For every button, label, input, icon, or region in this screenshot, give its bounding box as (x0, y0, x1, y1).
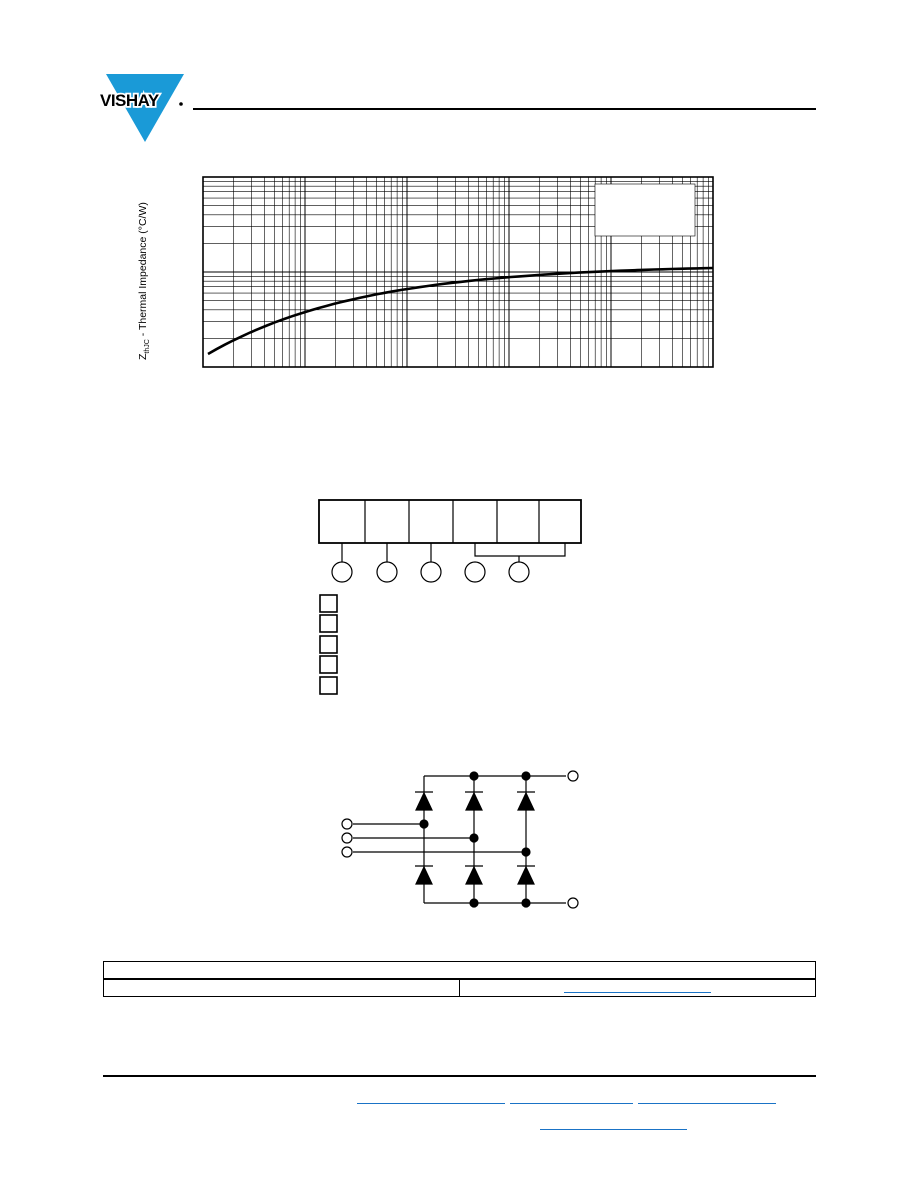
links-table-row (103, 978, 816, 997)
junction-dot (470, 772, 478, 780)
junction-dot (522, 772, 530, 780)
links-table (103, 961, 816, 996)
ylabel-text: - Thermal Impedance (°C/W) (137, 202, 149, 340)
footer-link[interactable] (510, 1103, 633, 1104)
links-table-cell (104, 980, 460, 996)
bridge-circuit-diagram (338, 768, 583, 913)
ordering-code-box (319, 500, 581, 543)
ordering-legend-square (320, 615, 337, 632)
ordering-callout-circle (465, 562, 485, 582)
footer-rule (103, 1075, 816, 1077)
chart-legend-box (595, 184, 695, 236)
footer-link[interactable] (540, 1129, 687, 1130)
junction-dot (522, 899, 530, 907)
ordering-callout-circle (509, 562, 529, 582)
ac-input-terminal (342, 833, 352, 843)
diode (518, 867, 534, 884)
diode (466, 793, 482, 810)
junction-dot (522, 848, 530, 856)
footer-link[interactable] (357, 1103, 505, 1104)
ordering-code-diagram (318, 498, 584, 703)
ylabel-subscript: thJC (144, 339, 152, 354)
header-rule (193, 108, 816, 110)
chart-ylabel (137, 202, 151, 360)
ordering-callout-circle (421, 562, 441, 582)
dimensions-link[interactable] (564, 992, 711, 993)
vishay-logo (98, 72, 188, 144)
links-table-header-row (103, 961, 816, 978)
ordering-callout-circle (377, 562, 397, 582)
ac-input-terminal (342, 847, 352, 857)
junction-dot (420, 820, 428, 828)
ylabel-symbol: Z (137, 353, 149, 360)
ordering-legend-square (320, 636, 337, 653)
thermal-impedance-chart (140, 172, 720, 372)
thermal-impedance-curve (208, 268, 713, 354)
ac-input-terminal (342, 819, 352, 829)
diode (416, 867, 432, 884)
junction-dot (470, 834, 478, 842)
junction-dot (470, 899, 478, 907)
ordering-legend-square (320, 656, 337, 673)
diode (466, 867, 482, 884)
ordering-legend-square (320, 677, 337, 694)
dc-positive-terminal (568, 771, 578, 781)
footer-link[interactable] (638, 1103, 776, 1104)
svg-text:VISHAY: VISHAY (100, 91, 159, 110)
ordering-callout-circle (332, 562, 352, 582)
ordering-legend-square (320, 595, 337, 612)
diode (416, 793, 432, 810)
dc-negative-terminal (568, 898, 578, 908)
diode (518, 793, 534, 810)
